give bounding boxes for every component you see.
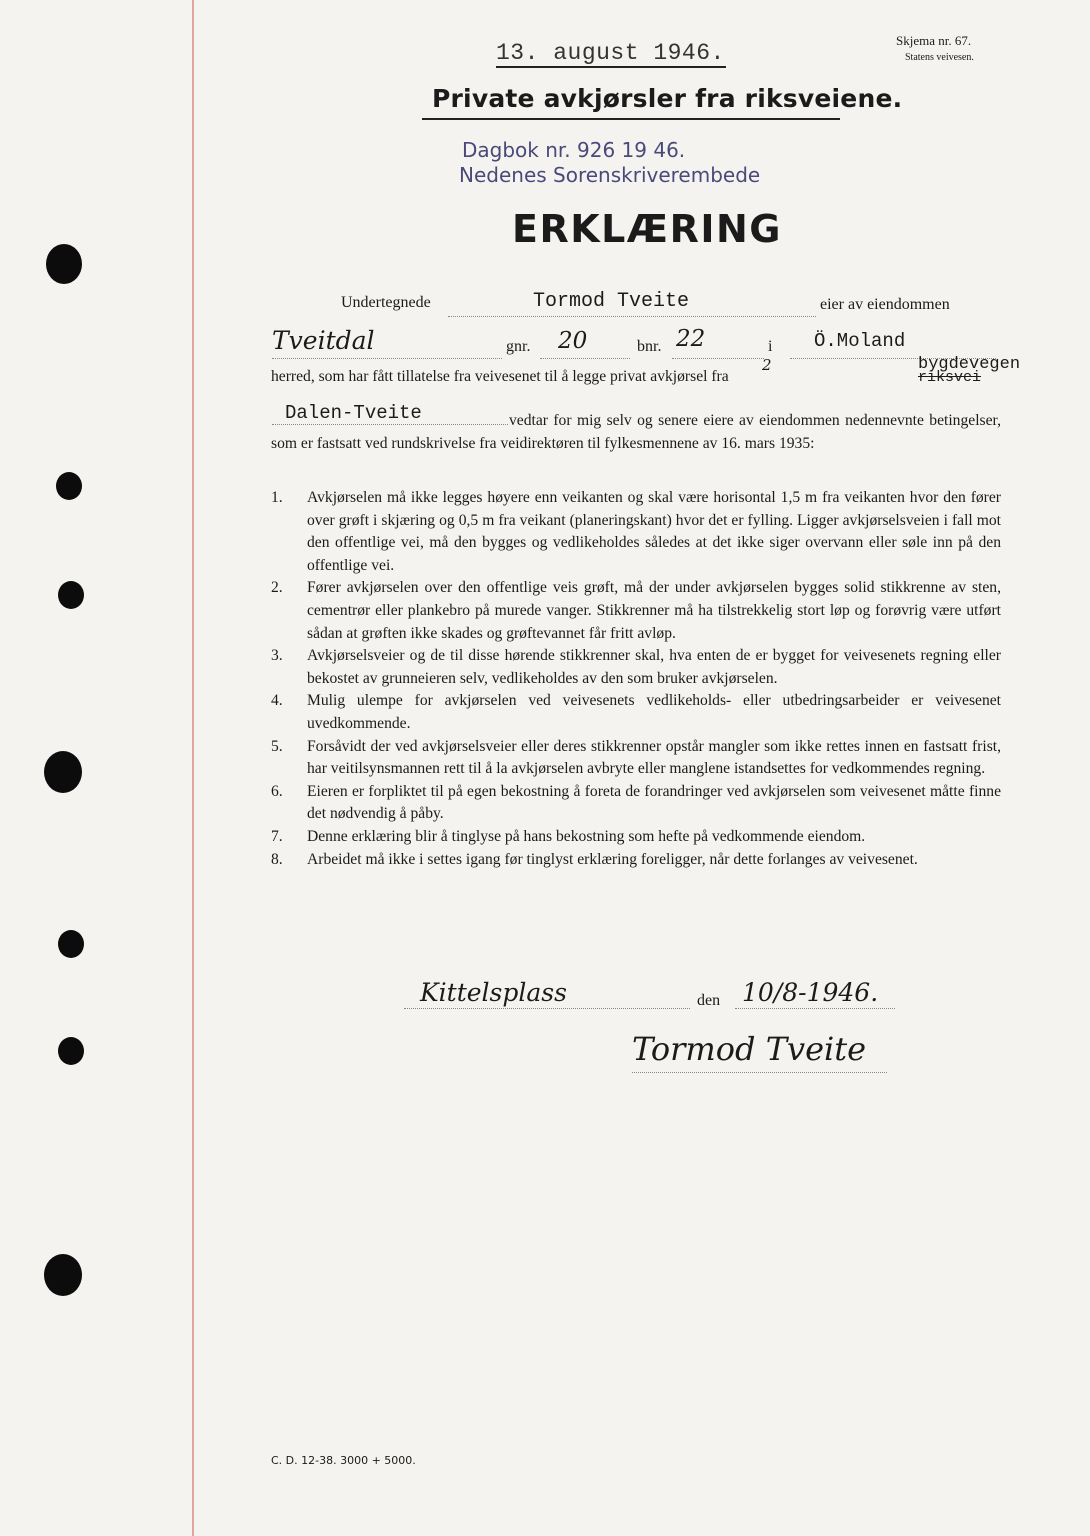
- permission-insert: 2: [762, 356, 772, 374]
- clause-number: 2.: [271, 579, 283, 597]
- clause-text: Forsåvidt der ved avkjørselsveier eller deres stikkrenner opstår mangler som ikke rettes innen en fastsatt frist, har veitilsynsmannen rett til å la avkjørselen avbryte eller manglene istandsettes for vedkommendes regning.: [307, 737, 1001, 778]
- form-number: Skjema nr. 67.: [896, 33, 972, 48]
- fill-line: [540, 358, 630, 359]
- clause-text: Fører avkjørselen over den offentlige veis grøft, må der under avkjørselen bygges solid stikkrenne av sten, cementrør eller plankebro på murede vanger. Stikkrenner må ha tilstrekkelig stort løp og forøvrig være utført sådan at grøften ikke skades og grøftevannet får fritt avløp.: [307, 579, 1001, 642]
- signature: Tormod Tveite: [632, 1030, 867, 1068]
- property-name: Tveitdal: [272, 326, 375, 355]
- clauses-list: [271, 487, 1001, 871]
- bnr-label: bnr.: [637, 338, 662, 355]
- margin-line: [192, 0, 194, 1536]
- clause-7: [271, 826, 1001, 849]
- punch-hole: [46, 244, 82, 284]
- clause-4: [271, 690, 1001, 735]
- gnr-value: 20: [558, 328, 588, 354]
- clause-number: 7.: [271, 827, 283, 845]
- owner-label: eier av eiendommen: [820, 296, 950, 313]
- in-label: i: [768, 338, 773, 355]
- road-name: Dalen-Tveite: [285, 402, 422, 424]
- clause-2: [271, 577, 1001, 645]
- clause-text: Arbeidet må ikke i settes igang før tinglyst erklæring foreligger, når dette forlanges av veivesenet.: [307, 850, 918, 868]
- clause-number: 8.: [271, 850, 283, 868]
- stamp-date: 13. august 1946.: [496, 40, 725, 66]
- date-handwritten: 10/8-1946.: [742, 978, 879, 1007]
- clause-number: 3.: [271, 647, 283, 665]
- punch-hole: [58, 1037, 84, 1065]
- fill-line: [272, 358, 502, 359]
- road-type-typed: bygdevegen: [918, 355, 1021, 374]
- municipality: Ö.Moland: [814, 330, 906, 352]
- clause-number: 5.: [271, 737, 283, 755]
- clause-1: [271, 487, 1001, 577]
- registry-stamp-line2: Nedenes Sorenskriverembede: [459, 163, 761, 187]
- road-type-struck: riksvei: [918, 369, 982, 386]
- clause-8: [271, 849, 1001, 872]
- clause-6: [271, 781, 1001, 826]
- punch-hole: [56, 472, 82, 500]
- declarant-label: Undertegnede: [341, 294, 431, 311]
- main-title: ERKLÆRING: [512, 207, 782, 251]
- registry-stamp-line1: Dagbok nr. 926 19 46.: [462, 138, 686, 162]
- bnr-value: 22: [676, 326, 706, 352]
- date-label: den: [697, 992, 721, 1009]
- footer-code: C. D. 12-38. 3000 + 5000.: [271, 1454, 416, 1467]
- clause-text: Eieren er forpliktet til på egen bekostning å foreta de forandringer ved avkjørselen som veivesenet måtte finne det nødvendig å påby.: [307, 782, 1001, 823]
- clause-number: 4.: [271, 692, 283, 710]
- clause-text: Avkjørselen må ikke legges høyere enn veikanten og skal være horisontal 1,5 m fra veikanten hvor den fører over grøft i skjæring og 0,5 m fra veikant (planeringskant) hvor det er fylling. Ligger avkjørselsveien i fall mot den offentlige vei, må den bygges og vedlikeholdes således at det ikke siger overvann eller søle inn på den offentlige vei.: [307, 489, 1001, 574]
- punch-hole: [44, 1254, 82, 1296]
- fill-line: [735, 1008, 895, 1009]
- clause-5: [271, 736, 1001, 781]
- fill-line: [404, 1008, 690, 1009]
- clause-text: Denne erklæring blir å tinglyse på hans bekostning som hefte på vedkommende eiendom.: [307, 827, 866, 845]
- clause-text: Avkjørselsveier og de til disse hørende stikkrenner skal, hva enten de er bygget for veivesenets regning eller bekostet av grunneieren selv, vedlikeholdes av den som bruker avkjørselen.: [307, 647, 1001, 687]
- gnr-label: gnr.: [506, 338, 531, 355]
- signature-line: [632, 1072, 887, 1073]
- clause-text: Mulig ulempe for avkjørselen ved veivesenets vedlikeholds- eller utbedringsarbeider er veivesenet uvedkommende.: [307, 692, 1001, 732]
- declarant-name: Tormod Tveite: [533, 290, 690, 313]
- fill-line: [448, 316, 816, 317]
- punch-hole: [58, 581, 84, 609]
- place-handwritten: Kittelsplass: [420, 978, 567, 1007]
- clause-number: 6.: [271, 782, 283, 800]
- punch-hole: [44, 751, 82, 793]
- punch-hole: [58, 930, 84, 958]
- clause-number: 1.: [271, 489, 283, 506]
- intro-text: vedtar for mig selv og senere eiere av eiendommen nedennevnte betingelser, som er fastsatt ved rundskrivelse fra veidirektøren til fylkesmennene av 16. mars 1935:: [271, 412, 1001, 452]
- fill-line: [672, 358, 764, 359]
- header-title: Private avkjørsler fra riksveiene.: [432, 84, 903, 113]
- header-rule: [422, 118, 840, 120]
- form-issuer: Statens veivesen.: [905, 52, 974, 63]
- clause-3: [271, 645, 1001, 690]
- permission-text: herred, som har fått tillatelse fra veivesenet til å legge privat avkjørsel fra: [271, 368, 729, 385]
- date-rule: [496, 66, 726, 68]
